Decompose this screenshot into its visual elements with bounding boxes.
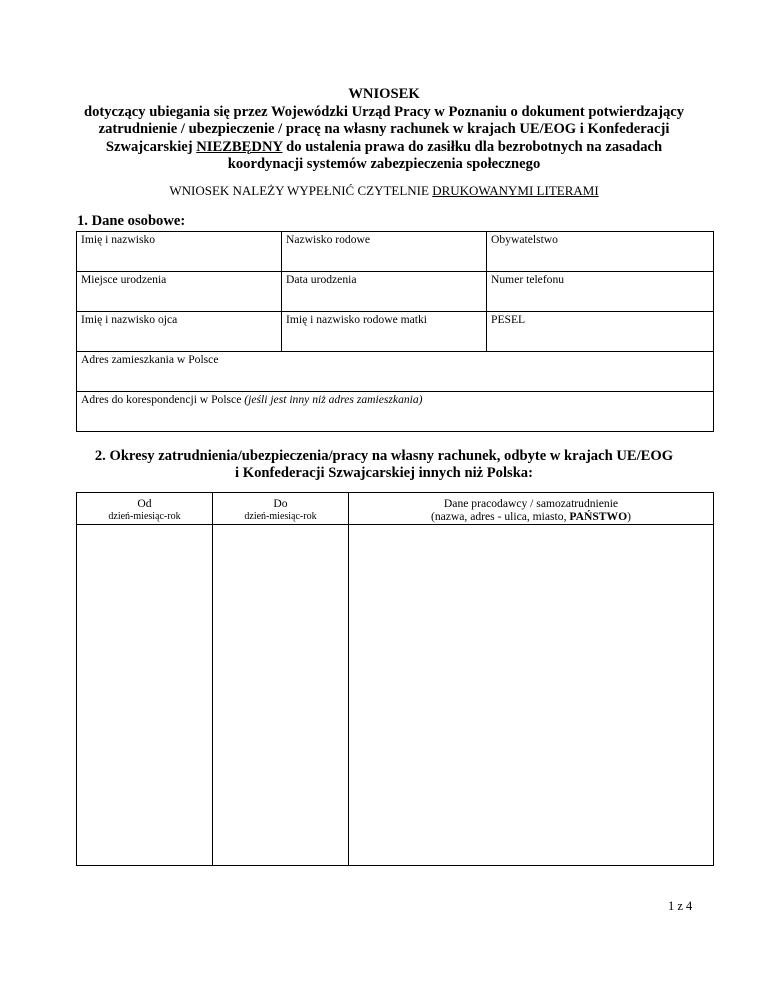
address-field[interactable]: [77, 352, 714, 392]
birthdate-field[interactable]: [282, 272, 487, 312]
section-1-title: 1. Dane osobowe:: [77, 213, 186, 229]
title-line-1: WNIOSEK: [348, 86, 420, 102]
family-name-field[interactable]: [282, 232, 487, 272]
section-2-title-line-1: 2. Okresy zatrudnienia/ubezpieczenia/pracy na własny rachunek, odbyte w krajach UE/EOG: [94, 448, 674, 464]
employer-cell[interactable]: [349, 525, 714, 866]
title-line-4-post: do ustalenia prawa do zasiłku dla bezrobotnych na zasadach: [282, 138, 663, 155]
to-cell[interactable]: [213, 525, 349, 866]
col-employer-label: Dane pracodawcy / samozatrudnienie: [443, 497, 619, 510]
father-name-label: Imię i nazwisko ojca: [81, 313, 178, 326]
address-label: Adres zamieszkania w Polsce: [81, 353, 219, 366]
personal-data-table: [76, 231, 714, 432]
mother-name-field[interactable]: [282, 312, 487, 352]
section-2-title: [60, 448, 708, 482]
col-employer-header: [349, 493, 714, 525]
title-line-5: koordynacji systemów zabezpieczenia społecznego: [227, 156, 541, 172]
section-2-title-line-2: i Konfederacji Szwajcarskiej innych niż Polska:: [235, 465, 533, 481]
corr-address-label: Adres do korespondencji w Polsce: [81, 393, 245, 406]
title-line-4: [60, 139, 708, 157]
pesel-label: PESEL: [491, 313, 526, 326]
phone-label: Numer telefonu: [491, 273, 565, 286]
title-line-2: dotyczący ubiegania się przez Wojewódzki Urząd Pracy w Poznaniu o dokument potwierdzający: [83, 103, 685, 120]
citizenship-field[interactable]: [487, 232, 714, 272]
col-employer-sub-emph: PAŃSTWO: [569, 510, 628, 523]
fill-instruction: [60, 183, 708, 199]
from-cell[interactable]: [77, 525, 213, 866]
birthplace-label: Miejsce urodzenia: [81, 273, 167, 286]
col-from-label: Od: [137, 497, 152, 510]
title-emphasis: NIEZBĘDNY: [196, 138, 283, 155]
col-employer-sub-pre: (nazwa, adres - ulica, miasto,: [430, 510, 570, 523]
col-to-header: [213, 493, 349, 525]
col-from-sub: dzień-miesiąc-rok: [108, 511, 181, 522]
corr-address-note: (jeśli jest inny niż adres zamieszkania): [244, 393, 423, 406]
instruction-emphasis: DRUKOWANYMI LITERAMI: [432, 183, 599, 198]
col-from-header: [77, 493, 213, 525]
full-name-label: Imię i nazwisko: [81, 233, 156, 246]
page-number: 1 z 4: [668, 899, 693, 913]
col-employer-sub-post: ): [627, 510, 632, 523]
family-name-label: Nazwisko rodowe: [286, 233, 371, 246]
mother-name-label: Imię i nazwisko rodowe matki: [286, 313, 428, 326]
full-name-field[interactable]: [77, 232, 282, 272]
phone-field[interactable]: [487, 272, 714, 312]
title-line-4-pre: Szwajcarskiej: [105, 138, 197, 155]
corr-address-field[interactable]: [77, 392, 714, 432]
birthplace-field[interactable]: [77, 272, 282, 312]
citizenship-label: Obywatelstwo: [491, 233, 558, 246]
employment-periods-table: [76, 492, 714, 866]
instruction-text: WNIOSEK NALEŻY WYPEŁNIĆ CZYTELNIE: [169, 183, 433, 198]
title-line-3: zatrudnienie / ubezpieczenie / pracę na własny rachunek w krajach UE/EOG i Konfederacji: [98, 121, 670, 137]
father-name-field[interactable]: [77, 312, 282, 352]
birthdate-label: Data urodzenia: [286, 273, 357, 286]
col-to-label: Do: [273, 497, 288, 510]
form-title: [60, 86, 708, 174]
col-to-sub: dzień-miesiąc-rok: [244, 511, 317, 522]
pesel-field[interactable]: [487, 312, 714, 352]
